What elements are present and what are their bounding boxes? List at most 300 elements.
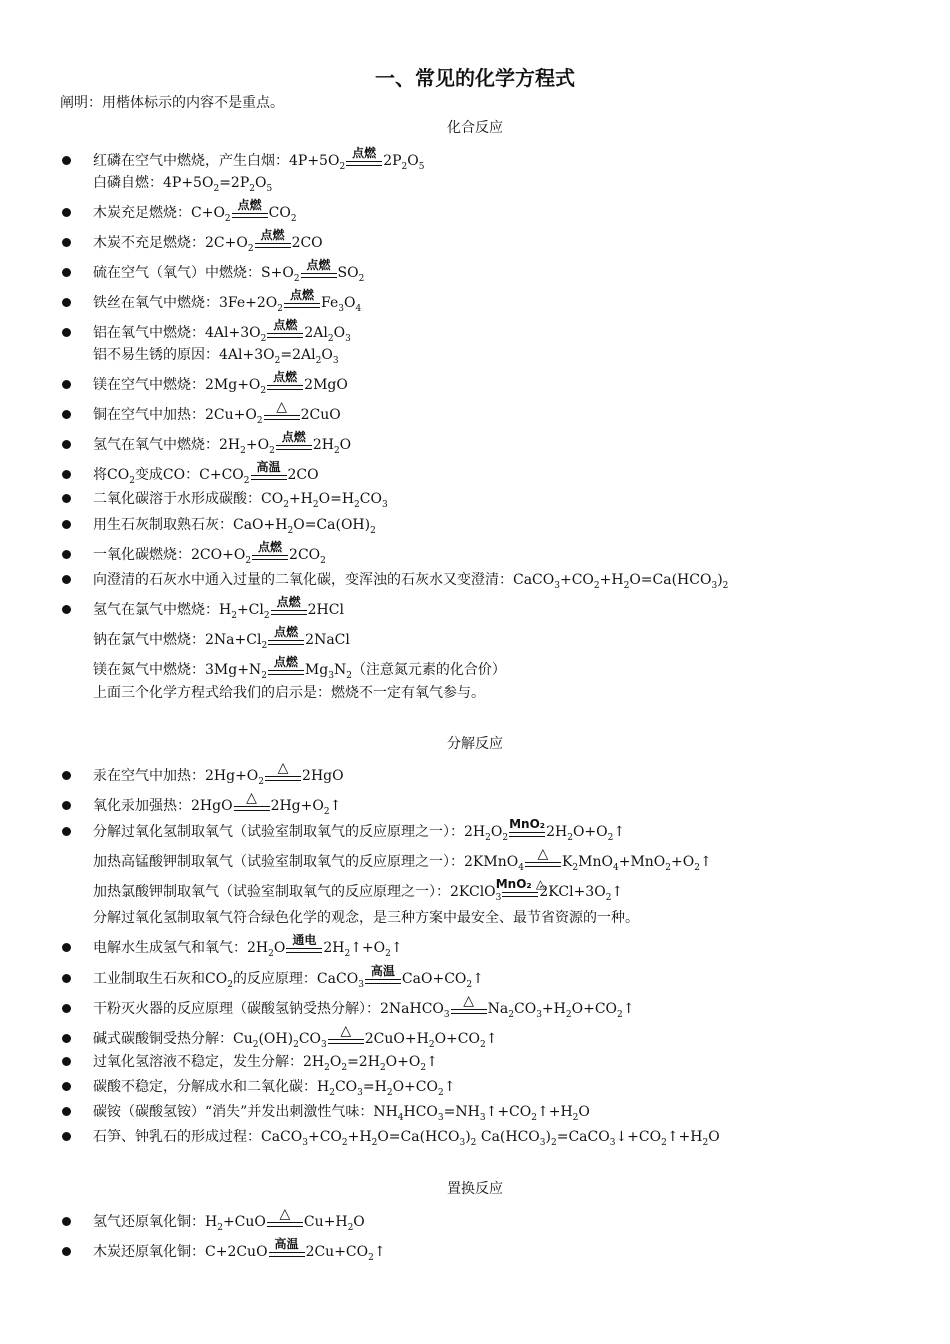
equation-text: 上面三个化学方程式给我们的启示是：燃烧不一定有氧气参与。	[93, 685, 485, 701]
subscript: 2	[258, 776, 265, 787]
subscript: 3	[302, 1137, 308, 1148]
subscript: 2	[324, 1062, 330, 1073]
equation-item	[93, 571, 728, 589]
equation-text: CO	[359, 491, 382, 507]
equation-text: ↑	[613, 824, 626, 840]
equation-text: CO	[268, 205, 291, 221]
subscript: 2	[329, 1087, 335, 1098]
equation-text: 钠在氯气中燃烧：2Na+Cl	[93, 632, 262, 648]
reaction-condition-equals-sign	[252, 540, 288, 560]
equation-text: CaO+CO	[401, 971, 467, 987]
equation-text: HCO	[403, 1104, 438, 1120]
equation-text: 红磷在空气中燃烧，产生白烟：4P+5O	[93, 153, 340, 169]
equation-text: （注意氮元素的化合价）	[351, 662, 506, 678]
equation-text: =2H	[347, 1054, 380, 1070]
equation-item	[93, 490, 388, 508]
subscript: 2	[607, 832, 614, 843]
subscript: 2	[485, 832, 491, 843]
reaction-condition-equals-sign	[328, 1023, 364, 1044]
subscript: 2	[466, 979, 473, 990]
subscript: 2	[227, 979, 233, 990]
equation-text: +O	[245, 437, 270, 453]
bullet-icon	[62, 1247, 71, 1256]
subscript: 4	[397, 1112, 404, 1123]
subscript: 2	[508, 1009, 514, 1020]
subscript: 2	[370, 525, 376, 536]
equation-item	[93, 1128, 720, 1146]
bullet-icon	[62, 410, 71, 419]
subscript: 2	[386, 1087, 393, 1098]
subscript: 2	[341, 1062, 348, 1073]
reaction-condition-label: 高温	[370, 964, 395, 978]
equation-text: O+O	[572, 824, 608, 840]
subscript: 2	[593, 580, 600, 591]
section-title: 化合反应	[447, 120, 503, 136]
subscript: 2	[565, 1009, 572, 1020]
equation-text: ↑	[390, 940, 403, 956]
reaction-condition-equals-sign	[286, 933, 322, 953]
reaction-condition-equals-sign	[509, 817, 546, 837]
subscript: 2	[287, 525, 294, 536]
subscript: 2	[290, 213, 297, 224]
equation-text: 2CO	[287, 467, 319, 483]
subscript: 2	[531, 1112, 537, 1123]
bullet-icon	[62, 943, 71, 952]
reaction-condition-label: △	[277, 760, 289, 776]
equation-text: ↑+O	[350, 940, 386, 956]
subscript: 2	[261, 670, 267, 681]
reaction-condition-label: 点燃	[273, 318, 298, 332]
equation-text: Mg	[304, 662, 329, 678]
equation-text: =H	[362, 1079, 387, 1095]
equation-text: +O	[671, 854, 695, 870]
equation-text: +CO	[307, 1129, 342, 1145]
equation-text: ↑	[472, 971, 484, 987]
subscript: 2	[401, 161, 408, 172]
reaction-condition-label: 通电	[292, 933, 317, 947]
equation-text: O	[490, 824, 503, 840]
bullet-icon	[62, 550, 71, 559]
reaction-condition-equals-sign	[268, 625, 304, 645]
subscript: 2	[247, 243, 254, 254]
equation-text: O=H	[318, 491, 355, 507]
equation-item	[93, 877, 624, 903]
bullet-icon	[62, 268, 71, 277]
subscript: 3	[536, 1009, 542, 1020]
equation-text: 2CO	[291, 235, 323, 251]
bullet-icon	[62, 771, 71, 780]
equation-text: 干粉灭火器的反应原理（碳酸氢钠受热分解）：2NaHCO	[93, 1001, 444, 1017]
equation-text: 2CuO+H	[364, 1031, 429, 1047]
reaction-condition-equals-sign	[269, 1237, 305, 1257]
equation-item	[93, 625, 350, 651]
equation-text: 加热氯酸钾制取氧气（试验室制取氧气的反应原理之一）：2KClO	[93, 884, 496, 900]
reaction-condition-equals-sign	[346, 146, 382, 166]
equation-text: O+CO	[392, 1079, 438, 1095]
reaction-condition-equals-sign	[267, 1206, 303, 1227]
equation-text: 木炭不充足燃烧：2C+O	[93, 235, 248, 251]
subscript: 3	[357, 1087, 363, 1098]
equation-text: O	[343, 295, 356, 311]
equation-text: CO	[334, 1079, 358, 1095]
reaction-condition-equals-sign	[265, 760, 301, 781]
equation-text: ↑+H	[536, 1104, 573, 1120]
equation-text: Cu+H	[303, 1214, 348, 1230]
equation-text: 2H	[546, 824, 568, 840]
equation-text: O	[333, 325, 346, 341]
subscript: 3	[338, 303, 344, 314]
equation-item	[93, 174, 272, 192]
reaction-condition-equals-sign	[525, 846, 561, 867]
bullet-icon	[62, 1217, 71, 1226]
subscript: 3	[459, 1137, 466, 1148]
equation-item	[93, 1103, 590, 1121]
equation-text: 氢气在氯气中燃烧：H	[93, 602, 232, 618]
subscript: 2	[702, 1137, 709, 1148]
equation-text: 加热高锰酸钾制取氧气（试验室制取氧气的反应原理之一）：2KMnO	[93, 854, 519, 870]
subscript: 2	[327, 333, 334, 344]
bullet-icon	[62, 494, 71, 503]
equation-text: CO	[298, 1031, 322, 1047]
equation-text: ↑	[426, 1054, 438, 1070]
subscript: 3	[554, 580, 560, 591]
subscript: 2	[420, 1062, 427, 1073]
equation-text: ↑	[485, 1031, 498, 1047]
subscript: 3	[332, 355, 339, 366]
reaction-condition-label: △	[463, 993, 475, 1009]
equation-text: +CuO	[222, 1214, 266, 1230]
subscript: 2	[269, 445, 275, 456]
bullet-icon	[62, 974, 71, 983]
reaction-condition-label: △	[276, 399, 287, 415]
equation-text: O	[329, 1054, 342, 1070]
equation-text: ↑	[699, 854, 712, 870]
subscript: 2	[661, 1137, 667, 1148]
subscript: 3	[443, 1009, 450, 1020]
equation-text: 铝不易生锈的原因：4Al+3O	[93, 347, 275, 363]
subscript: 2	[572, 1112, 579, 1123]
equation-text: CO	[513, 1001, 537, 1017]
equation-text: 二氧化碳溶于水形成碳酸：CO	[93, 491, 284, 507]
equation-text: 2P	[383, 153, 402, 169]
reaction-condition-label: 点燃	[276, 595, 301, 609]
equation-text: 碳铵（碳酸氢铵）“消失”并发出刺激性气味：NH	[93, 1104, 398, 1120]
bullet-icon	[62, 827, 71, 836]
subscript: 4	[355, 303, 362, 314]
reaction-condition-label: 点燃	[258, 540, 283, 554]
subscript: 2	[256, 415, 263, 426]
equation-text: )	[465, 1129, 471, 1145]
equation-text: ↑+CO	[485, 1104, 532, 1120]
bullet-icon	[62, 208, 71, 217]
equation-text: O	[353, 1214, 365, 1230]
equation-text: 2CO	[289, 547, 321, 563]
subscript: 2	[283, 499, 289, 510]
subscript: 2	[617, 1009, 623, 1020]
equation-text: +CO	[559, 572, 594, 588]
equation-item	[93, 258, 365, 284]
bullet-icon	[62, 1107, 71, 1116]
bullet-icon	[62, 380, 71, 389]
reaction-condition-label: 点燃	[260, 228, 285, 242]
subscript: 3	[495, 892, 502, 903]
subscript: 3	[345, 333, 351, 344]
subscript: 2	[550, 1137, 557, 1148]
reaction-condition-equals-sign	[301, 258, 337, 278]
subscript: 2	[379, 1062, 386, 1073]
subscript: 2	[323, 806, 330, 817]
subscript: 2	[623, 580, 630, 591]
equation-text: =2Al	[280, 347, 316, 363]
subscript: 2	[479, 1039, 486, 1050]
subscript: 2	[346, 670, 352, 681]
subscript: 2	[341, 1137, 348, 1148]
subscript: 2	[344, 948, 351, 959]
bullet-icon	[62, 440, 71, 449]
subscript: 2	[605, 892, 612, 903]
reaction-condition-label: △	[537, 846, 549, 862]
equation-text: ↑	[611, 884, 624, 900]
reaction-condition-label: MnO₂	[509, 817, 546, 831]
subscript: 2	[245, 555, 252, 566]
subscript: 2	[347, 1222, 354, 1233]
subscript: 2	[333, 445, 340, 456]
reaction-condition-equals-sign	[276, 430, 312, 450]
equation-item	[93, 846, 712, 873]
subscript: 2	[243, 475, 250, 486]
equation-item	[93, 655, 506, 681]
subscript: 3	[479, 1112, 486, 1123]
subscript: 2	[224, 213, 231, 224]
subscript: 2	[339, 161, 346, 172]
equation-text: ↑	[622, 1001, 635, 1017]
bullet-icon	[62, 470, 71, 479]
subscript: 3	[437, 1112, 444, 1123]
subscript: 2	[274, 355, 281, 366]
reaction-condition-label: 点燃	[273, 370, 298, 384]
equation-text: 用生石灰制取熟石灰：CaO+H	[93, 517, 288, 533]
equation-item	[93, 760, 344, 787]
equation-text: 石笋、钟乳石的形成过程：CaCO	[93, 1129, 303, 1145]
equation-item	[93, 1206, 365, 1233]
equation-item	[93, 370, 348, 396]
subscript: 2	[368, 1252, 374, 1263]
subscript: 2	[428, 1039, 435, 1050]
reaction-condition-label: 高温	[274, 1237, 299, 1251]
subscript: 2	[665, 862, 672, 873]
bullet-icon	[62, 238, 71, 247]
equation-text: 2Al	[304, 325, 328, 341]
bullet-icon	[62, 1057, 71, 1066]
equation-text: 变成CO：C+CO	[134, 467, 244, 483]
equation-item	[93, 790, 342, 817]
equation-text: 镁在氮气中燃烧：3Mg+N	[93, 662, 262, 678]
equation-item	[93, 595, 344, 621]
equation-text: K	[561, 854, 573, 870]
subscript: 2	[277, 303, 283, 314]
equation-text: +H	[288, 491, 313, 507]
subscript: 3	[609, 1137, 616, 1148]
equation-text: )	[545, 1129, 551, 1145]
subscript: 2	[385, 948, 391, 959]
subscript: 2	[354, 499, 360, 510]
page-title: 一、常见的化学方程式	[375, 66, 575, 90]
equation-item	[93, 146, 425, 172]
equation-item	[93, 430, 352, 456]
equation-text: =NH	[443, 1104, 480, 1120]
equation-text: 铁丝在氧气中燃烧：3Fe+2O	[93, 295, 278, 311]
equation-text: 电解水生成氢气和氧气：2H	[93, 940, 269, 956]
subscript: 2	[261, 640, 268, 651]
reaction-condition-label: 点燃	[273, 655, 298, 669]
subscript: 3	[711, 580, 718, 591]
equation-item	[93, 540, 326, 566]
equation-text: ↑	[329, 798, 342, 814]
equation-text: 木炭还原氧化铜：C+2CuO	[93, 1244, 268, 1260]
subscript: 5	[266, 183, 273, 194]
reaction-condition-label: △	[279, 1206, 291, 1222]
subscript: 2	[437, 1087, 444, 1098]
equation-text: O+O	[385, 1054, 421, 1070]
reaction-condition-equals-sign	[232, 198, 268, 218]
equation-text: 氢气还原氧化铜：H	[93, 1214, 218, 1230]
equation-text: 2Cu+CO	[305, 1244, 369, 1260]
reaction-condition-equals-sign	[495, 877, 546, 897]
equation-text: 汞在空气中加热：2Hg+O	[93, 768, 259, 784]
subscript: 2	[260, 385, 267, 396]
bullet-icon	[62, 520, 71, 529]
equation-text: 木炭充足燃烧：C+O	[93, 205, 225, 221]
equation-text: 碱式碳酸铜受热分解：Cu	[93, 1031, 253, 1047]
subscript: 2	[315, 355, 322, 366]
bullet-icon	[62, 801, 71, 810]
subscript: 3	[381, 499, 388, 510]
equation-text: Ca(HCO	[476, 1129, 540, 1145]
subscript: 2	[293, 1039, 299, 1050]
equation-text: 工业制取生石灰和CO	[93, 971, 228, 987]
equation-item	[93, 288, 362, 314]
equation-item	[93, 1053, 438, 1071]
subscript: 2	[502, 832, 509, 843]
subscript: 2	[312, 499, 319, 510]
equation-text: +H	[541, 1001, 566, 1017]
subscript: 2	[217, 1222, 223, 1233]
subscript: 2	[567, 832, 573, 843]
bullet-icon	[62, 1132, 71, 1141]
equation-text: (OH)	[258, 1031, 294, 1047]
subscript: 2	[694, 862, 700, 873]
equation-text: 将CO	[93, 467, 130, 483]
equation-text: ↑	[443, 1079, 456, 1095]
bullet-icon	[62, 605, 71, 614]
equation-text: ↑	[373, 1244, 386, 1260]
equation-text: 碳酸不稳定，分解成水和二氧化碳：H	[93, 1079, 330, 1095]
equation-item	[93, 1023, 498, 1050]
subscript: 2	[231, 610, 237, 621]
equation-item	[93, 228, 323, 254]
reaction-condition-equals-sign	[267, 318, 303, 338]
reaction-condition-label: 点燃	[352, 146, 377, 160]
equation-text: O=Ca(HCO	[629, 572, 712, 588]
equation-text: 2H	[312, 437, 334, 453]
bullet-icon	[62, 575, 71, 584]
reaction-condition-label: △	[246, 790, 257, 806]
equation-text: O	[407, 153, 419, 169]
equation-text: SO	[337, 265, 359, 281]
equation-text: 铜在空气中加热：2Cu+O	[93, 407, 257, 423]
equation-item	[93, 516, 376, 534]
bullet-icon	[62, 328, 71, 337]
subscript: 4	[518, 862, 524, 873]
equation-item	[93, 460, 319, 486]
equation-text: 的反应原理：CaCO	[232, 971, 359, 987]
subscript: 3	[328, 670, 334, 681]
equation-text: O	[339, 437, 352, 453]
subscript: 3	[358, 979, 364, 990]
equation-text: O	[708, 1129, 720, 1145]
reaction-condition-label: 高温	[256, 460, 281, 474]
equation-text: O	[321, 347, 333, 363]
subscript: 2	[268, 948, 274, 959]
equation-text: 2HCl	[307, 602, 344, 618]
equation-text: O=Ca(OH)	[293, 517, 371, 533]
subscript: 2	[240, 445, 246, 456]
reaction-condition-equals-sign	[264, 399, 300, 420]
equation-text: N	[333, 662, 347, 678]
equation-item	[93, 993, 635, 1020]
reaction-condition-equals-sign	[251, 460, 287, 480]
equation-text: +Cl	[236, 602, 264, 618]
bullet-icon	[62, 1034, 71, 1043]
equation-item	[93, 933, 403, 959]
equation-text: Na	[487, 1001, 509, 1017]
equation-text: =2P	[219, 175, 250, 191]
equation-item	[93, 964, 484, 990]
subscript: 2	[358, 273, 365, 284]
equation-text: 2KCl+3O	[539, 884, 606, 900]
reaction-condition-label: 点燃	[237, 198, 262, 212]
equation-text: 2Hg+O	[270, 798, 324, 814]
equation-text: 2H	[323, 940, 345, 956]
subscript: 2	[263, 610, 270, 621]
equation-item	[93, 1078, 455, 1096]
equation-text: +H	[347, 1129, 372, 1145]
section-title: 置换反应	[447, 1181, 503, 1197]
equation-text: O	[578, 1104, 590, 1120]
subscript: 2	[371, 1137, 378, 1148]
equation-text: 分解过氧化氢制取氧气符合绿色化学的观念，是三种方案中最安全、最节省资源的一种。	[93, 910, 639, 926]
bullet-icon	[62, 298, 71, 307]
equation-text: 2HgO	[302, 768, 344, 784]
subscript: 5	[418, 161, 425, 172]
bullet-icon	[62, 1004, 71, 1013]
equation-item	[93, 909, 639, 927]
equation-text: O	[254, 175, 267, 191]
subscript: 2	[293, 273, 300, 284]
reaction-condition-label: 点燃	[306, 258, 331, 272]
reaction-condition-equals-sign	[284, 288, 320, 308]
subscript: 2	[213, 183, 220, 194]
equation-item	[93, 399, 341, 426]
subscript: 2	[320, 555, 326, 566]
equation-text: )	[717, 572, 723, 588]
subscript: 2	[252, 1039, 259, 1050]
reaction-condition-equals-sign	[451, 993, 487, 1014]
equation-text: O=Ca(HCO	[377, 1129, 460, 1145]
equation-text: Fe	[321, 295, 339, 311]
equation-text: +H	[599, 572, 624, 588]
equation-text: 向澄清的石灰水中通入过量的二氧化碳，变浑浊的石灰水又变澄清：CaCO	[93, 572, 555, 588]
